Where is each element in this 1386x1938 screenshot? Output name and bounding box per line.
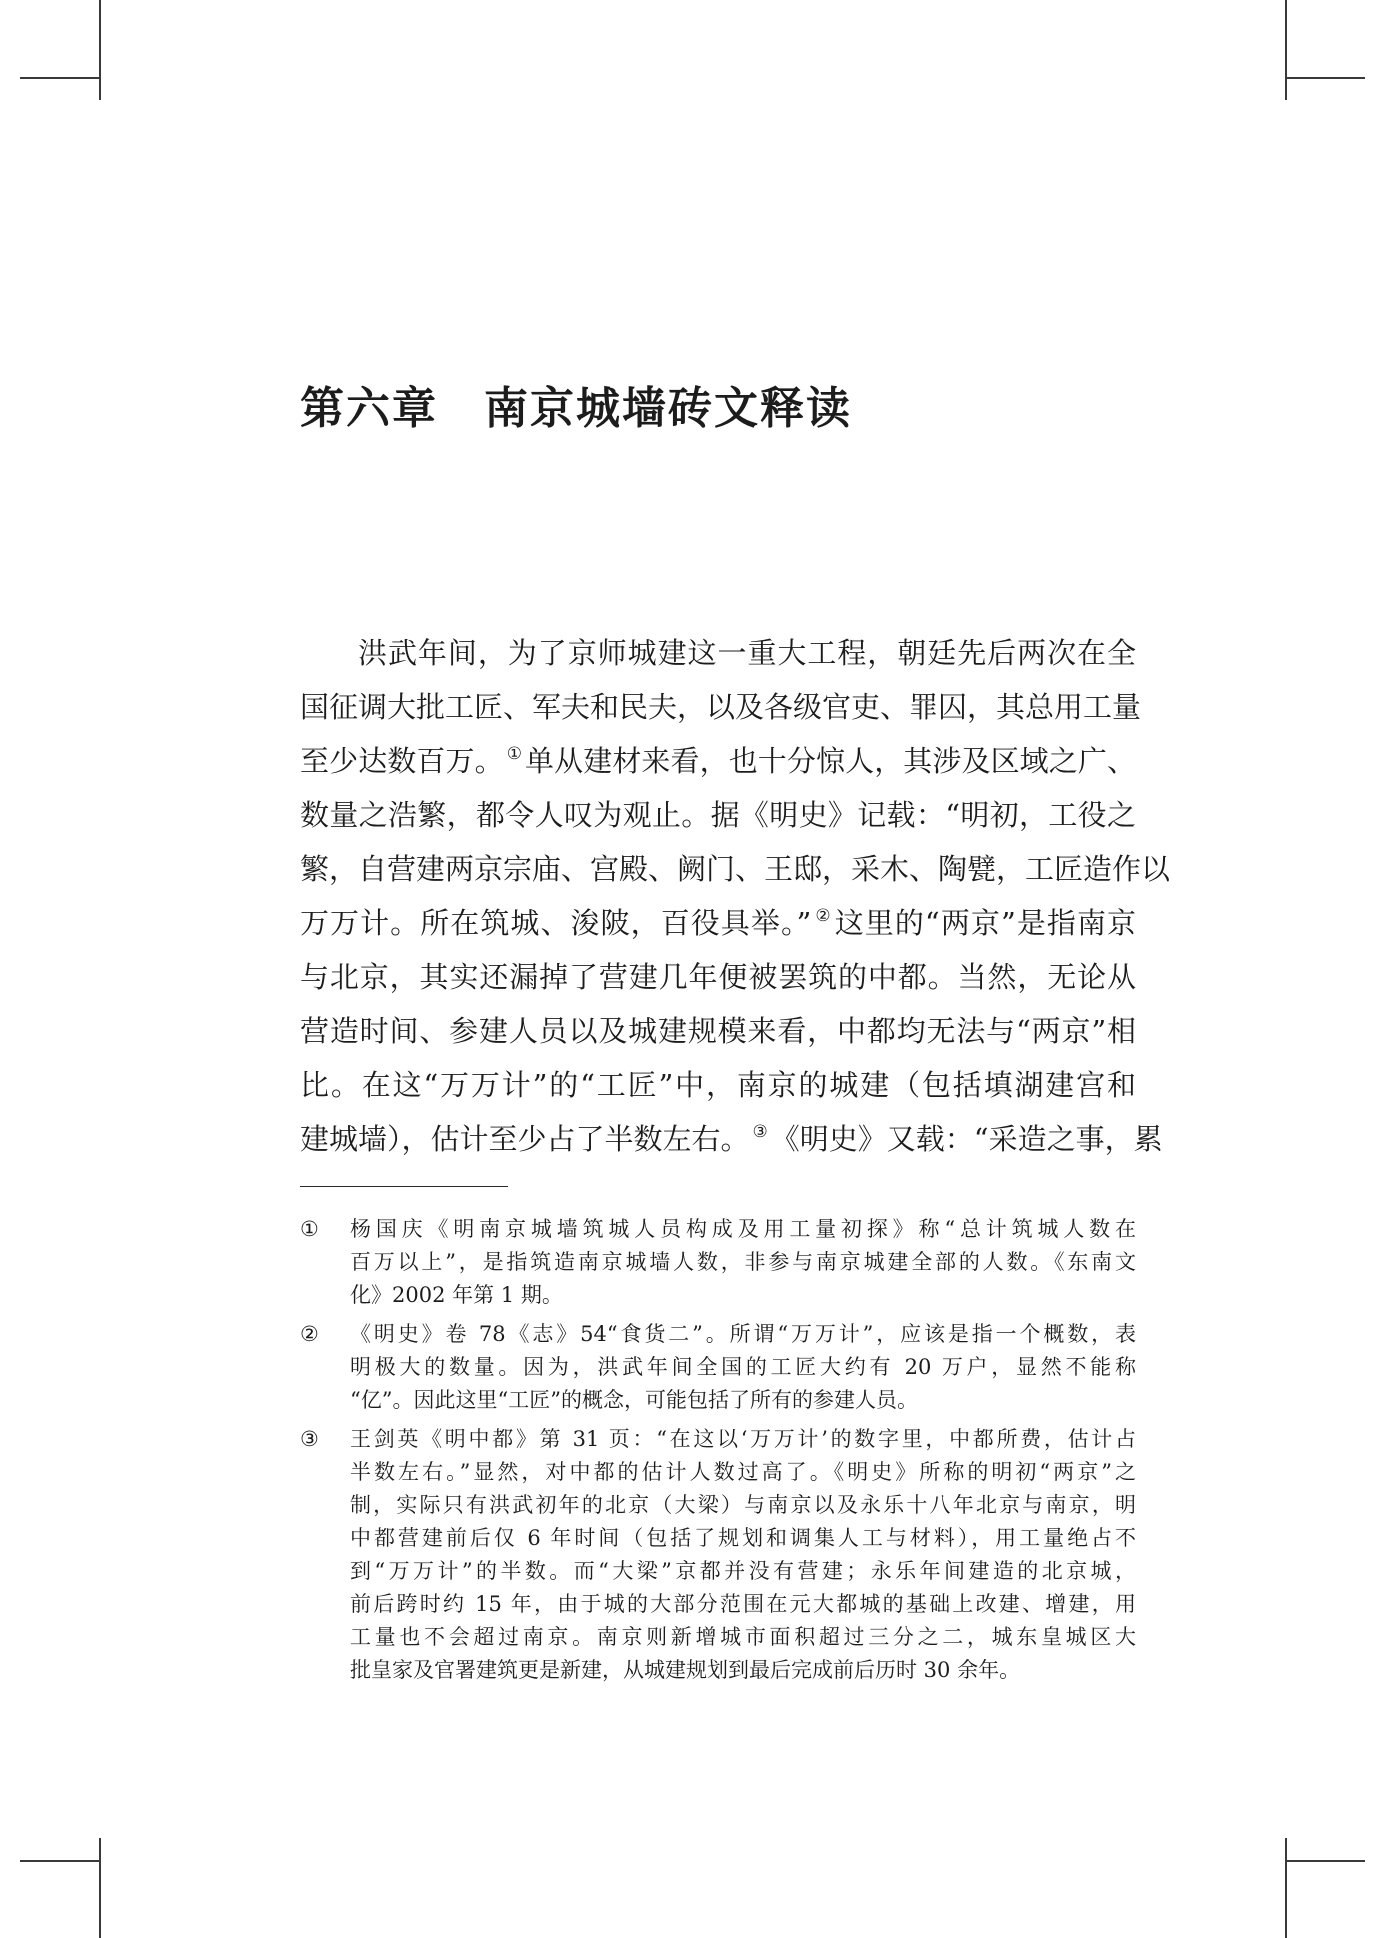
body-line-text: 单从建材来看，也十分惊人，其涉及区域之广、 <box>525 744 1136 778</box>
body-line-text: 数量之浩繁，都令人叹为观止。据《明史》记载：“明初，工役之 <box>300 798 1136 832</box>
footnote-line: 半数左右。”显然，对中都的估计人数过高了。《明史》所称的明初“两京”之 <box>350 1460 1136 1484</box>
crop-mark-top-left-vertical <box>99 0 101 100</box>
body-line <box>300 1058 1136 1112</box>
footnote-ref-3[interactable]: ③ <box>752 1122 768 1142</box>
crop-mark-bottom-right-vertical <box>1285 1838 1287 1938</box>
body-line-text: 洪武年间，为了京师城建这一重大工程，朝廷先后两次在全 <box>358 636 1136 670</box>
body-line-text: 《明史》又载：“采造之事，累 <box>770 1122 1163 1156</box>
crop-mark-top-right-vertical <box>1285 0 1287 100</box>
body-line <box>300 1004 1136 1058</box>
body-line <box>300 896 1136 950</box>
footnote-line: 明极大的数量。因为，洪武年间全国的工匠大约有 20 万户，显然不能称 <box>350 1355 1136 1379</box>
body-line-text: 与北京，其实还漏掉了营建几年便被罢筑的中都。当然，无论从 <box>300 960 1136 994</box>
footnote-1 <box>300 1213 1136 1312</box>
footnote-line: 王剑英《明中都》第 31 页：“在这以‘万万计’的数字里，中都所费，估计占 <box>350 1427 1136 1451</box>
body-line <box>300 950 1136 1004</box>
footnote-line: “亿”。因此这里“工匠”的概念，可能包括了所有的参建人员。 <box>350 1388 918 1412</box>
body-line <box>300 626 1136 680</box>
footnote-line: 工量也不会超过南京。南京则新增城市面积超过三分之二，城东皇城区大 <box>350 1625 1136 1649</box>
crop-mark-bottom-left-horizontal <box>20 1860 100 1862</box>
footnote-3 <box>300 1423 1136 1687</box>
footnote-line: 中都营建前后仅 6 年时间（包括了规划和调集人工与材料），用工量绝占不 <box>350 1526 1136 1550</box>
footnote-line: 化》2002 年第 1 期。 <box>350 1283 563 1307</box>
footnotes <box>300 1213 1136 1693</box>
footnote-number: ① <box>300 1217 319 1241</box>
footnote-line: 《明史》卷 78《志》54“食货二”。所谓“万万计”，应该是指一个概数，表 <box>350 1322 1136 1346</box>
body-line-text: 比。在这“万万计”的“工匠”中，南京的城建（包括填湖建宫和 <box>300 1068 1136 1102</box>
body-line-text: 建城墙），估计至少占了半数左右。 <box>300 1122 750 1156</box>
crop-mark-bottom-right-horizontal <box>1285 1860 1365 1862</box>
body-line <box>300 734 1136 788</box>
body-line <box>300 788 1136 842</box>
body-line-text: 万万计。所在筑城、浚陂，百役具举。” <box>300 906 812 940</box>
footnote-ref-1[interactable]: ① <box>506 744 523 764</box>
body-line <box>300 842 1171 896</box>
footnote-line: 批皇家及官署建筑更是新建，从城建规划到最后完成前后历时 30 余年。 <box>350 1658 1021 1682</box>
footnote-number: ③ <box>300 1427 319 1451</box>
crop-mark-top-right-horizontal <box>1285 77 1365 79</box>
footnote-separator <box>300 1186 508 1187</box>
footnote-line: 制，实际只有洪武初年的北京（大梁）与南京以及永乐十八年北京与南京，明 <box>350 1493 1136 1517</box>
footnote-line: 前后跨时约 15 年，由于城的大部分范围在元大都城的基础上改建、增建，用 <box>350 1592 1136 1616</box>
footnote-line: 到“万万计”的半数。而“大梁”京都并没有营建；永乐年间建造的北京城， <box>350 1559 1136 1583</box>
footnote-line: 百万以上”，是指筑造南京城墙人数，非参与南京城建全部的人数。《东南文 <box>350 1250 1136 1274</box>
crop-mark-bottom-left-vertical <box>99 1838 101 1938</box>
body-line-text: 国征调大批工匠、军夫和民夫，以及各级官吏、罪囚，其总用工量 <box>300 690 1142 724</box>
body-line-text: 繁，自营建两京宗庙、宫殿、阙门、王邸，采木、陶甓，工匠造作以 <box>300 852 1171 886</box>
footnote-ref-2[interactable]: ② <box>814 906 832 926</box>
footnote-2 <box>300 1318 1136 1417</box>
body-line-text: 这里的“两京”是指南京 <box>834 906 1137 940</box>
body-line-text: 营造时间、参建人员以及城建规模来看，中都均无法与“两京”相 <box>300 1014 1136 1048</box>
crop-mark-top-left-horizontal <box>20 77 100 79</box>
body-line-text: 至少达数百万。 <box>300 744 504 778</box>
footnote-line: 杨国庆《明南京城墙筑城人员构成及用工量初探》称“总计筑城人数在 <box>350 1217 1136 1241</box>
chapter-title: 第六章 南京城墙砖文释读 <box>300 383 852 434</box>
footnote-number: ② <box>300 1322 319 1346</box>
body-line <box>300 1112 1163 1166</box>
body-paragraph <box>300 626 1171 1166</box>
body-line <box>300 680 1142 734</box>
